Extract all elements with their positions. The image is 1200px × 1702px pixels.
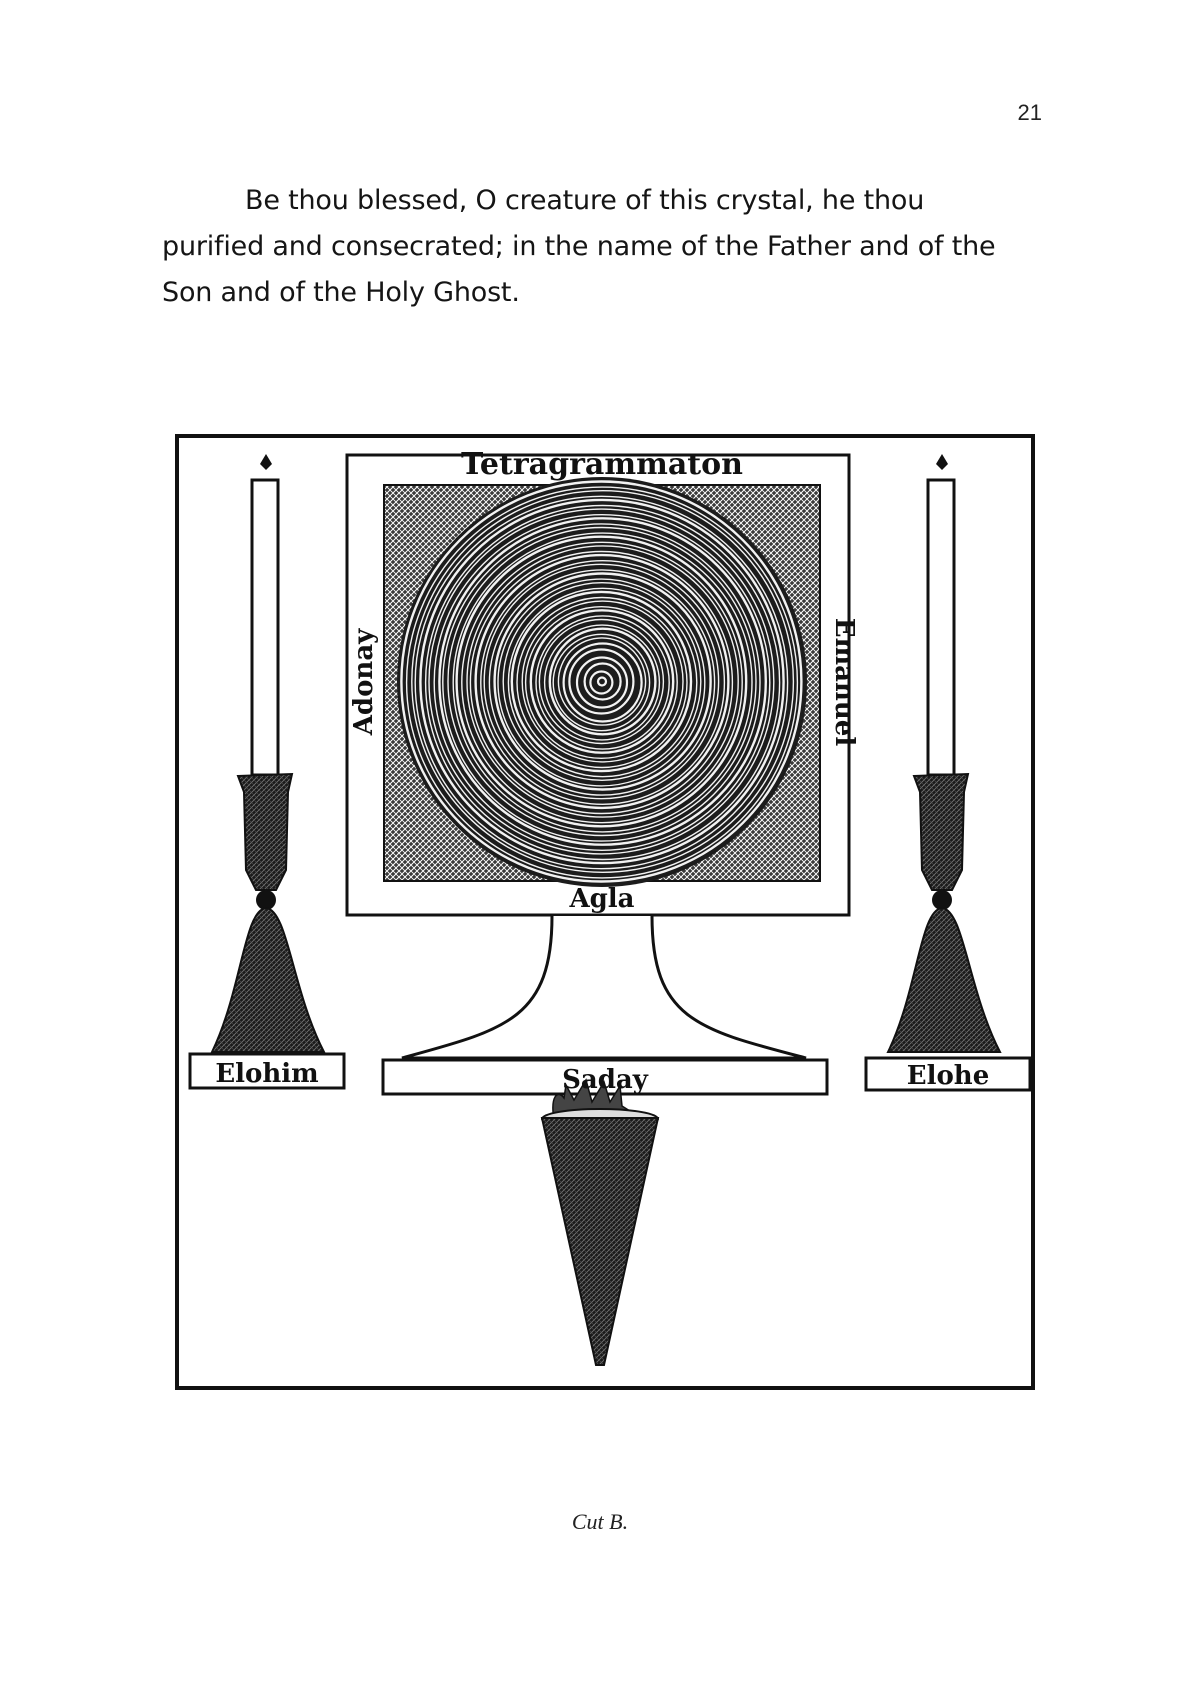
label-stand: Saday [562, 1065, 648, 1095]
crystal-rings [397, 477, 807, 887]
censer [542, 1080, 658, 1365]
crystal-illustration [174, 430, 1038, 1396]
page-number: 21 [1017, 100, 1042, 125]
label-bottom: Agla [569, 884, 635, 914]
left-candlestick [190, 454, 344, 1088]
label-left-base: Elohim [215, 1059, 319, 1089]
left-candle [252, 480, 278, 775]
figure-caption: Cut B. [571, 1509, 629, 1534]
label-left: Adonay [349, 628, 379, 736]
crystal-pedestal [402, 916, 806, 1058]
right-candle [928, 480, 954, 775]
body-paragraph: Be thou blessed, O creature of this crystal, he thou purified and consecrated; in the name of the Father and of the Son and of the Holy Ghost. [162, 185, 996, 308]
right-flame [936, 454, 948, 470]
label-top: Tetragrammaton [461, 447, 743, 482]
right-candlestick [866, 454, 1030, 1090]
label-right-base: Elohe [906, 1061, 990, 1091]
left-flame [260, 454, 272, 470]
label-right: Emanuel [829, 617, 859, 747]
